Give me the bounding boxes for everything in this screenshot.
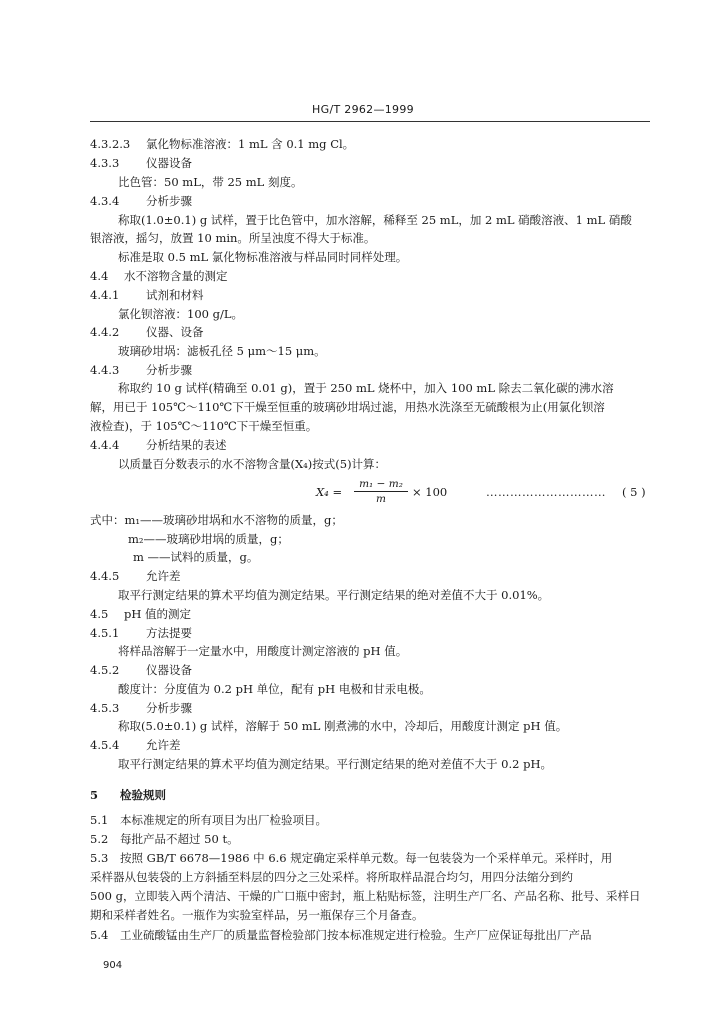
body-text: 液检查)，于 105℃～110℃下干燥至恒重。 [90, 419, 318, 433]
clause-text: 氯化物标准溶液：1 mL 含 0.1 mg Cl。 [146, 137, 355, 151]
clause-number: 4.4.4 [90, 438, 120, 452]
clause-5-heading [90, 788, 166, 802]
clause-number: 4.4.2 [90, 325, 120, 339]
body-text: 以质量百分数表示的水不溶物含量(X₄)按式(5)计算： [118, 457, 387, 471]
clause-5-4 [90, 928, 592, 942]
clause-text: 仪器、设备 [146, 325, 204, 339]
body-text: 取平行测定结果的算术平均值为测定结果。平行测定结果的绝对差值不大于 0.01%。 [118, 588, 550, 602]
clause-number: 4.3.3 [90, 156, 120, 170]
clause-text: 本标准规定的所有项目为出厂检验项目。 [120, 813, 327, 827]
clause-4-5 [90, 607, 191, 621]
clause-number: 4.4 [90, 269, 109, 283]
header-rule [90, 121, 650, 122]
clause-4-3-4 [90, 194, 192, 208]
body-text: 500 g，立即装入两个清洁、干燥的广口瓶中密封，瓶上粘贴标签，注明生产厂名、产品名称、批号、采样日 [90, 889, 641, 903]
clause-number: 5.1 [90, 813, 109, 827]
formula-fraction [354, 478, 408, 505]
clause-5-1 [90, 813, 327, 827]
clause-number: 4.5.2 [90, 663, 120, 677]
body-text: 期和采样者姓名。一瓶作为实验室样品，另一瓶保存三个月备查。 [90, 908, 424, 922]
clause-5-2 [90, 832, 239, 846]
clause-4-5-4 [90, 738, 181, 752]
formula-numerator: m₁ − m₂ [359, 478, 403, 490]
variable-definition: m₂——玻璃砂坩埚的质量，g； [128, 532, 289, 546]
clause-5-3 [90, 851, 612, 865]
body-text: 称取(5.0±0.1) g 试样，溶解于 50 mL 刚煮沸的水中，冷却后，用酸度计测定 pH 值。 [118, 719, 568, 733]
formula-multiplier: × 100 [412, 485, 448, 499]
page-number: 904 [103, 960, 123, 971]
clause-4-5-3 [90, 701, 192, 715]
body-text: 比色管：50 mL，带 25 mL 刻度。 [118, 175, 303, 189]
body-text: 标准是取 0.5 mL 氯化物标准溶液与样品同时同样处理。 [118, 250, 408, 264]
clause-text: 仪器设备 [146, 156, 192, 170]
clause-text: 允许差 [146, 738, 181, 752]
clause-4-4-4 [90, 438, 227, 452]
standard-header: HG/T 2962—1999 [312, 103, 414, 116]
clause-4-4-5 [90, 569, 181, 583]
clause-text: pH 值的测定 [124, 607, 192, 621]
clause-text: 检验规则 [120, 788, 166, 802]
body-text: 玻璃砂坩埚：滤板孔径 5 μm～15 μm。 [118, 344, 326, 358]
clause-number: 5.4 [90, 928, 109, 942]
body-text: 将样品溶解于一定量水中，用酸度计测定溶液的 pH 值。 [118, 644, 408, 658]
formula-lhs: X₄ = [316, 485, 343, 499]
clause-text: 工业硫酸锰由生产厂的质量监督检验部门按本标准规定进行检验。生产厂应保证每批出厂产品 [120, 928, 592, 942]
clause-4-3-3 [90, 156, 192, 170]
clause-text: 分析步骤 [146, 363, 192, 377]
variable-definition: m ——试料的质量，g。 [133, 550, 259, 564]
clause-4-4 [90, 269, 228, 283]
clause-number: 4.4.5 [90, 569, 120, 583]
clause-text: 方法提要 [146, 626, 192, 640]
clause-text: 分析步骤 [146, 194, 192, 208]
clause-text: 按照 GB/T 6678—1986 中 6.6 规定确定采样单元数。每一包装袋为一个采样单元。采样时，用 [120, 851, 613, 865]
clause-4-3-2-3 [90, 137, 354, 151]
clause-number: 5.3 [90, 851, 109, 865]
fraction-bar [354, 491, 408, 492]
clause-number: 4.4.1 [90, 288, 120, 302]
body-text: 酸度计：分度值为 0.2 pH 单位，配有 pH 电极和甘汞电极。 [118, 682, 431, 696]
body-text: 称取(1.0±0.1) g 试样，置于比色管中，加水溶解，稀释至 25 mL，加 2 mL 硝酸溶液、1 mL 硝酸 [118, 213, 632, 227]
clause-4-4-1 [90, 288, 204, 302]
clause-text: 允许差 [146, 569, 181, 583]
body-text: 采样器从包装袋的上方斜插至料层的四分之三处采样。将所取样品混合均匀，用四分法缩分到约 [90, 870, 573, 884]
body-text: 称取约 10 g 试样(精确至 0.01 g)，置于 250 mL 烧杯中，加入 100 mL 除去二氧化碳的沸水溶 [118, 381, 614, 395]
clause-number: 4.5.4 [90, 738, 120, 752]
clause-4-5-1 [90, 626, 192, 640]
clause-text: 每批产品不超过 50 t。 [120, 832, 239, 846]
clause-number: 4.3.4 [90, 194, 120, 208]
clause-text: 分析结果的表述 [146, 438, 227, 452]
clause-4-4-3 [90, 363, 192, 377]
clause-number: 4.3.2.3 [90, 137, 131, 151]
clause-number: 4.4.3 [90, 363, 120, 377]
formula-leader-dots: ………………………… [486, 485, 606, 499]
clause-number: 4.5.3 [90, 701, 120, 715]
body-text: 银溶液，摇匀，放置 10 min。所呈浊度不得大于标准。 [90, 231, 376, 245]
formula-number: ( 5 ) [622, 485, 646, 499]
clause-text: 试剂和材料 [146, 288, 204, 302]
clause-number: 5.2 [90, 832, 109, 846]
clause-text: 水不溶物含量的测定 [124, 269, 228, 283]
variable-definition: 式中：m₁——玻璃砂坩埚和水不溶物的质量，g； [90, 513, 343, 527]
body-text: 解，用已于 105℃～110℃下干燥至恒重的玻璃砂坩埚过滤，用热水洗涤至无硫酸根为止(用氯化钡溶 [90, 400, 605, 414]
clause-number: 5 [90, 788, 99, 802]
clause-number: 4.5 [90, 607, 109, 621]
clause-number: 4.5.1 [90, 626, 120, 640]
clause-4-4-2 [90, 325, 204, 339]
clause-text: 仪器设备 [146, 663, 192, 677]
body-text: 氯化钡溶液：100 g/L。 [118, 307, 243, 321]
body-text: 取平行测定结果的算术平均值为测定结果。平行测定结果的绝对差值不大于 0.2 pH。 [118, 757, 552, 771]
formula-5 [90, 478, 650, 506]
formula-denominator: m [376, 493, 386, 505]
clause-4-5-2 [90, 663, 192, 677]
clause-text: 分析步骤 [146, 701, 192, 715]
